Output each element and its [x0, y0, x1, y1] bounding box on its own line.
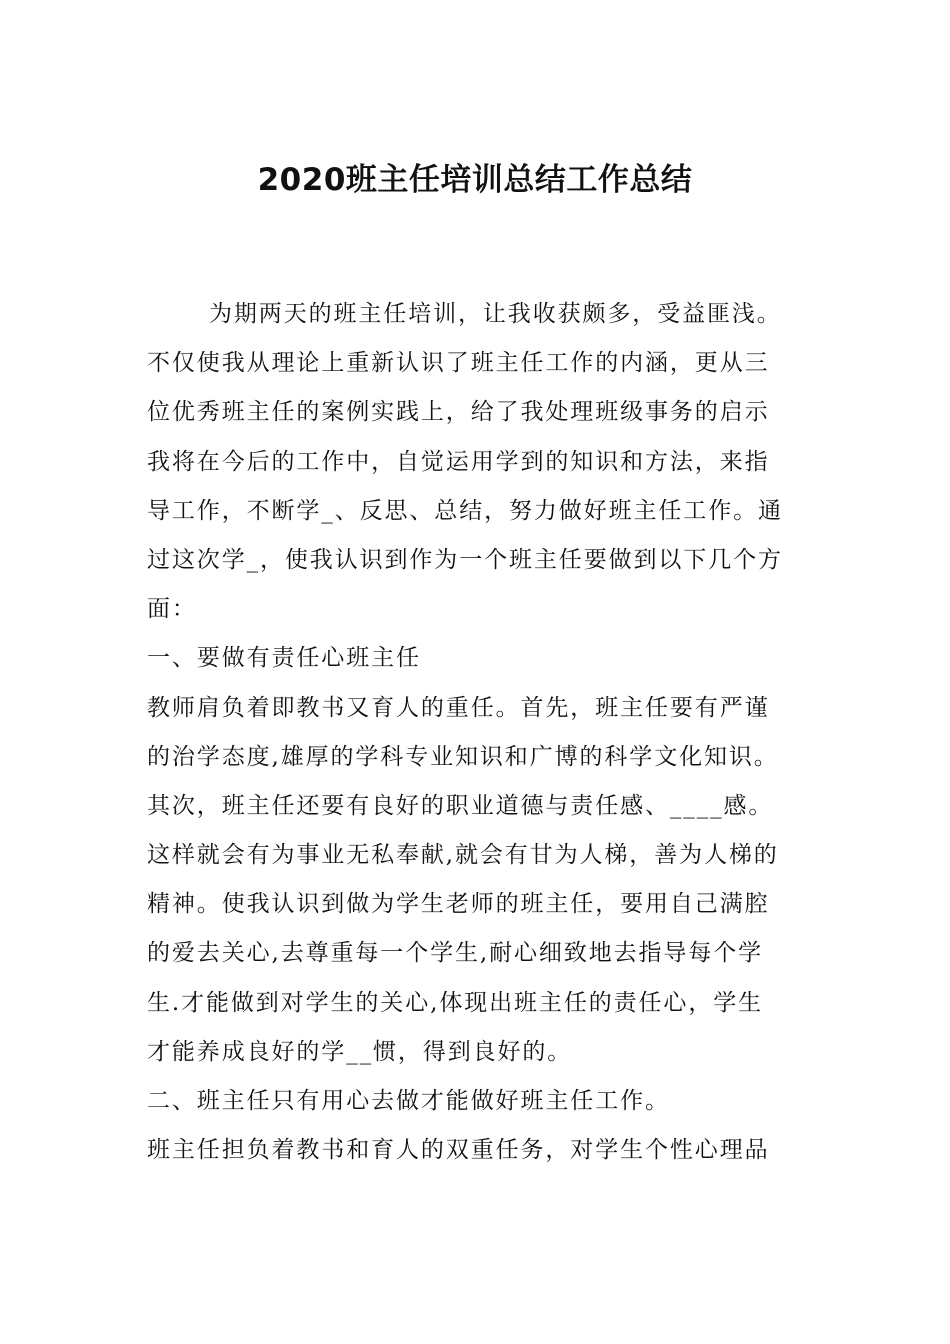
section-heading: 一、要做有责任心班主任	[147, 645, 421, 672]
paragraph-line: 这样就会有为事业无私奉献,就会有甘为人梯，善为人梯的	[147, 842, 779, 869]
paragraph-line: 我将在今后的工作中，自觉运用学到的知识和方法，来指	[147, 448, 770, 475]
paragraph-line: 才能养成良好的学__惯，得到良好的。	[147, 1038, 573, 1065]
paragraph-line: 为期两天的班主任培训，让我收获颇多，受益匪浅。	[209, 301, 782, 327]
paragraph-line: 导工作，不断学_、反思、总结，努力做好班主任工作。通	[147, 497, 783, 524]
paragraph-line: 不仅使我从理论上重新认识了班主任工作的内涵，更从三	[147, 350, 770, 377]
paragraph-line: 精神。使我认识到做为学生老师的班主任，要用自己满腔	[147, 891, 770, 918]
paragraph-line: 的治学态度,雄厚的学科专业知识和广博的科学文化知识。	[147, 743, 779, 770]
section-heading: 二、班主任只有用心去做才能做好班主任工作。	[147, 1088, 670, 1114]
document-title: 2020班主任培训总结工作总结	[257, 162, 693, 198]
paragraph-line: 位优秀班主任的案例实践上，给了我处理班级事务的启示	[147, 399, 770, 426]
paragraph-line: 的爱去关心,去尊重每一个学生,耐心细致地去指导每个学	[147, 940, 764, 967]
paragraph-line: 班主任担负着教书和育人的双重任务，对学生个性心理品	[147, 1137, 770, 1164]
paragraph-line: 其次，班主任还要有良好的职业道德与责任感、____感。	[147, 792, 774, 819]
paragraph-line: 过这次学_，使我认识到作为一个班主任要做到以下几个方	[147, 546, 783, 573]
paragraph-line: 生.才能做到对学生的关心,体现出班主任的责任心，学生	[147, 989, 764, 1016]
document-body	[147, 290, 807, 1175]
paragraph-line: 教师肩负着即教书又育人的重任。首先，班主任要有严谨	[147, 694, 770, 721]
paragraph-line: 面：	[147, 596, 197, 623]
